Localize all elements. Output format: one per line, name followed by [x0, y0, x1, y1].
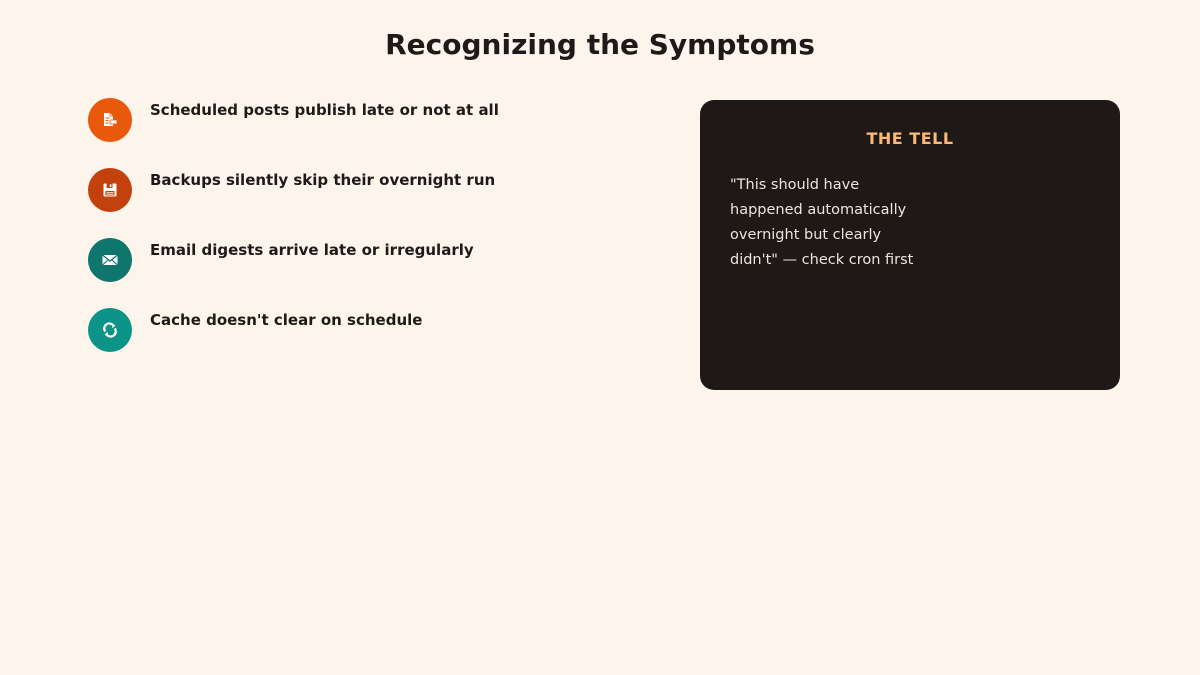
document-clock-icon	[102, 112, 118, 128]
symptom-label: Scheduled posts publish late or not at all	[150, 101, 499, 119]
icon-badge	[88, 308, 132, 352]
page-title: Recognizing the Symptoms	[385, 28, 815, 61]
tell-heading: THE TELL	[866, 129, 954, 148]
tell-quote: "This should have happened automatically overnight but clearly didn't" — check cron first	[730, 177, 914, 268]
icon-badge	[88, 98, 132, 142]
symptom-list	[88, 98, 648, 378]
icon-badge	[88, 238, 132, 282]
symptom-label: Cache doesn't clear on schedule	[150, 311, 423, 329]
floppy-disk-icon	[102, 182, 118, 198]
refresh-icon	[102, 322, 118, 338]
icon-badge	[88, 168, 132, 212]
symptom-item	[88, 238, 648, 282]
symptom-label: Backups silently skip their overnight run	[150, 171, 496, 189]
symptom-item	[88, 308, 648, 352]
symptom-label: Email digests arrive late or irregularly	[150, 241, 474, 259]
tell-card	[700, 100, 1120, 390]
symptom-item	[88, 98, 648, 142]
envelope-icon	[101, 251, 119, 269]
symptom-item	[88, 168, 648, 212]
